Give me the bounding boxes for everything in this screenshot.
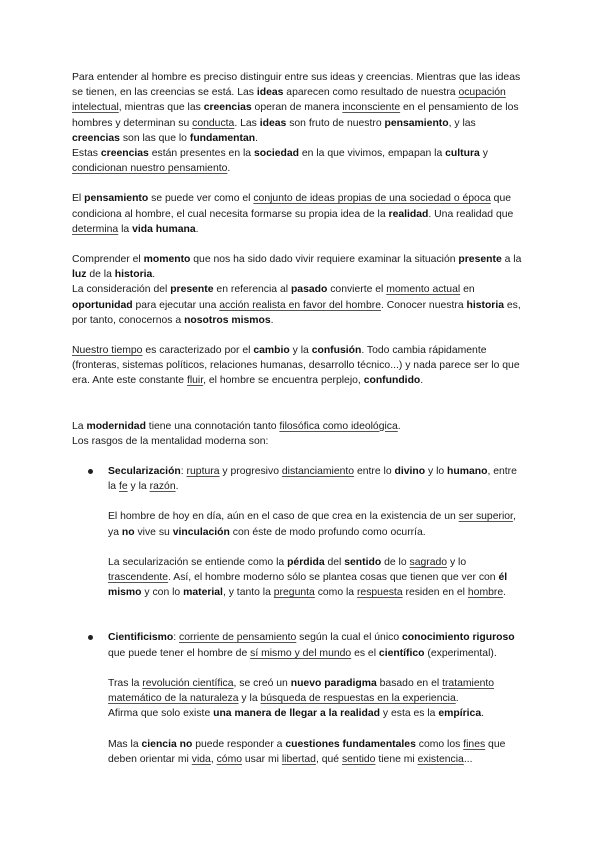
term-conducta: conducta [192, 117, 235, 129]
traits-list-2 [72, 630, 522, 766]
spacer [72, 176, 522, 191]
term-pensamiento: pensamiento [384, 117, 449, 129]
consideration-paragraph: La consideración del presente en referencia al pasado convierte el momento actual en oportunidad para ejecutar una acción realista en favor del hombre. Conocer nuestra historia es, por tanto, conocernos a nosotros mismos. [72, 284, 521, 326]
term-ideas: ideas [256, 87, 284, 99]
list-item-cientificismo: Cientificismo: corriente de pensamiento según la cual el único conocimiento riguroso que puede tener el hombre de sí mismo y del mundo es el científico (experimental). Tras la revolución científica, se creó un nuevo paradigma basado en el tratamiento matemático de la naturaleza y la búsqueda de respuestas en la experiencia. Afirma que solo existe una manera de llegar a la realidad y esta es la empírica. Mas la ciencia no puede responder a cuestiones fundamentales como los fines que deben orientar mi vida, cómo usar mi libertad, qué sentido tiene mi existencia... [72, 630, 522, 766]
intro-paragraph: Para entender al hombre es preciso distinguir entre sus ideas y creencias. Mientras que las ideas se tienen, en las creencias se está. Las ideas aparecen como resultado de nuestra ocupación intelectual, mientras que las creencias operan de manera inconsciente en el pensamiento de los hombres y determinan su conducta. Las ideas son fruto de nuestro pensamiento, y las creencias son las que lo fundamentan. [72, 72, 521, 144]
spacer [72, 389, 522, 419]
moment-paragraph: Comprender el momento que nos ha sido dado vivir requiere examinar la situación presente a la luz de la historia. [72, 254, 522, 281]
term-ideas-2: ideas [259, 117, 287, 129]
spacer [72, 237, 522, 252]
spacer [72, 328, 522, 343]
term-creencias: creencias [203, 102, 252, 114]
thought-paragraph: El pensamiento se puede ver como el conjunto de ideas propias de una sociedad o época que condiciona al hombre, el cual necesita formarse su propia idea de la realidad. Una realidad que determina la vida humana. [72, 193, 514, 235]
term-ocupacion: ocupación intelectual [72, 87, 506, 114]
society-paragraph: Estas creencias están presentes en la sociedad en la que vivimos, empapan la cultura y condicionan nuestro pensamiento. [72, 148, 488, 175]
modernity-paragraph: La modernidad tiene una connotación tanto filosófica como ideológica. [72, 420, 401, 432]
term-fundamentan: fundamentan [189, 132, 256, 144]
bullet-icon [88, 469, 93, 474]
rasgos-line: Los rasgos de la mentalidad moderna son: [72, 435, 269, 447]
time-paragraph: Nuestro tiempo es caracterizado por el cambio y la confusión. Todo cambia rápidamente (fronteras, sistemas políticos, relaciones humanas, desarrollo técnico...) y nada parece ser lo que era. Ante este constante fluir, el hombre se encuentra perplejo, confundido. [72, 345, 520, 387]
list-item-secularizacion: Secularización: ruptura y progresivo distanciamiento entre lo divino y lo humano, entre la fe y la razón. El hombre de hoy en día, aún en el caso de que crea en la existencia de un ser superior, ya no vive su vinculación con éste de modo profundo como ocurría. La secularización se entiende como la pérdida del sentido de lo sagrado y lo trascendente. Así, el hombre moderno sólo se plantea cosas que tienen que ver con él mismo y con lo material, y tanto la pregunta como la respuesta residen en el hombre. [72, 464, 522, 600]
spacer [72, 449, 522, 464]
spacer [72, 600, 522, 630]
bullet-icon [88, 635, 93, 640]
traits-list [72, 464, 522, 600]
term-inconsciente: inconsciente [342, 102, 401, 114]
term-creencias-2: creencias [72, 132, 120, 144]
